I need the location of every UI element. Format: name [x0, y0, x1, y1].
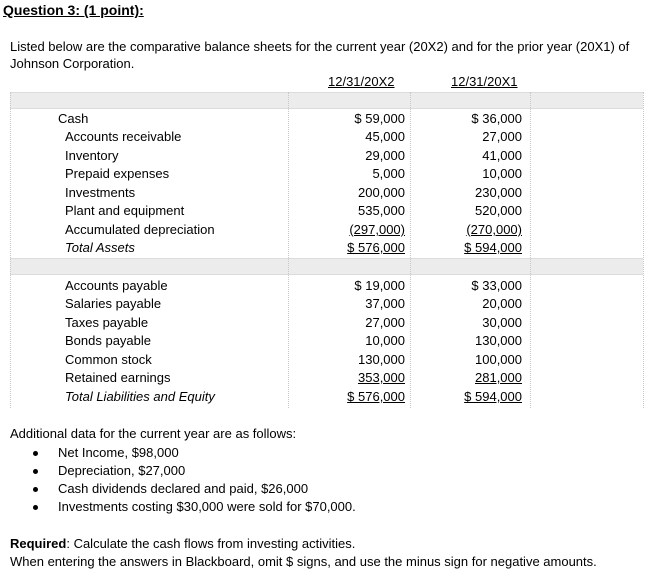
table-row-total-assets: [0, 240, 665, 258]
row-value-prior: (270,000): [466, 222, 522, 237]
question-title: Question 3: (1 point):: [3, 2, 144, 18]
list-item: [30, 444, 356, 462]
row-label: Bonds payable: [65, 333, 152, 348]
row-value-prior: 30,000: [482, 315, 522, 330]
table-row-total-liabilities-equity: [0, 389, 665, 407]
table-row: [0, 148, 665, 166]
required-text: : Calculate the cash flows from investing activities.: [66, 536, 356, 551]
row-value-current: 37,000: [365, 296, 405, 311]
row-value-current: $ 576,000: [347, 389, 405, 404]
row-label: Common stock: [65, 352, 152, 367]
row-label: Investments: [65, 185, 136, 200]
table-row: [0, 333, 665, 351]
row-value-prior: $ 33,000: [471, 278, 522, 293]
row-value-prior: 230,000: [475, 185, 522, 200]
row-label: Prepaid expenses: [65, 166, 170, 181]
row-label: Accounts receivable: [65, 129, 182, 144]
table-row: [0, 185, 665, 203]
additional-data-list: [30, 444, 356, 516]
bullet-icon: [33, 469, 38, 474]
table-row: [0, 166, 665, 184]
bullet-icon: [33, 451, 38, 456]
required-label: Required: [10, 536, 67, 551]
row-value-prior: 100,000: [475, 352, 522, 367]
row-value-current: 27,000: [365, 315, 405, 330]
list-item: [30, 462, 356, 480]
row-value-prior: 27,000: [482, 129, 522, 144]
row-label: Total Liabilities and Equity: [65, 389, 215, 404]
list-item-text: Cash dividends declared and paid, $26,000: [58, 481, 309, 496]
table-row: [0, 315, 665, 333]
row-value-current: 535,000: [358, 203, 405, 218]
bullet-icon: [33, 487, 38, 492]
list-item: [30, 498, 356, 516]
bullet-icon: [33, 505, 38, 510]
row-value-prior: 41,000: [482, 148, 522, 163]
row-value-prior: 130,000: [475, 333, 522, 348]
row-value-current: $ 59,000: [354, 111, 405, 126]
row-value-current: $ 576,000: [347, 240, 405, 255]
table-row: [0, 203, 665, 221]
row-label: Accounts payable: [65, 278, 168, 293]
list-item-text: Net Income, $98,000: [58, 445, 179, 460]
row-value-current: $ 19,000: [354, 278, 405, 293]
list-item-text: Depreciation, $27,000: [58, 463, 186, 478]
table-band-middle: [10, 258, 643, 275]
table-row: [0, 278, 665, 296]
list-item: [30, 480, 356, 498]
required-instruction: [10, 536, 355, 551]
row-label: Total Assets: [65, 240, 135, 255]
row-value-current: (297,000): [349, 222, 405, 237]
column-header-prior: 12/31/20X1: [451, 74, 518, 89]
row-value-prior: 10,000: [482, 166, 522, 181]
row-value-current: 200,000: [358, 185, 405, 200]
table-row: [0, 370, 665, 388]
row-value-prior: $ 36,000: [471, 111, 522, 126]
row-value-prior: 281,000: [475, 370, 522, 385]
table-band-top: [10, 92, 643, 109]
entry-note: When entering the answers in Blackboard, omit $ signs, and use the minus sign for negative amounts.: [10, 554, 597, 569]
row-value-current: 5,000: [372, 166, 405, 181]
row-value-prior: 20,000: [482, 296, 522, 311]
row-value-current: 353,000: [358, 370, 405, 385]
table-row: [0, 352, 665, 370]
row-label: Retained earnings: [65, 370, 171, 385]
row-label: Accumulated depreciation: [65, 222, 215, 237]
table-row: [0, 111, 665, 129]
row-label: Plant and equipment: [65, 203, 185, 218]
row-value-prior: 520,000: [475, 203, 522, 218]
row-label: Salaries payable: [65, 296, 162, 311]
row-value-current: 29,000: [365, 148, 405, 163]
row-label: Inventory: [65, 148, 119, 163]
table-row: [0, 129, 665, 147]
list-item-text: Investments costing $30,000 were sold for $70,000.: [58, 499, 356, 514]
row-value-current: 10,000: [365, 333, 405, 348]
row-value-prior: $ 594,000: [464, 389, 522, 404]
row-label: Cash: [58, 111, 89, 126]
table-row: [0, 222, 665, 240]
row-value-current: 45,000: [365, 129, 405, 144]
additional-data-heading: Additional data for the current year are as follows:: [10, 426, 297, 441]
row-label: Taxes payable: [65, 315, 149, 330]
column-header-current: 12/31/20X2: [328, 74, 395, 89]
row-value-current: 130,000: [358, 352, 405, 367]
question-intro: Listed below are the comparative balance sheets for the current year (20X2) and for the prior year (20X1) of Johnson Corporation.: [10, 39, 630, 71]
table-row: [0, 296, 665, 314]
row-value-prior: $ 594,000: [464, 240, 522, 255]
